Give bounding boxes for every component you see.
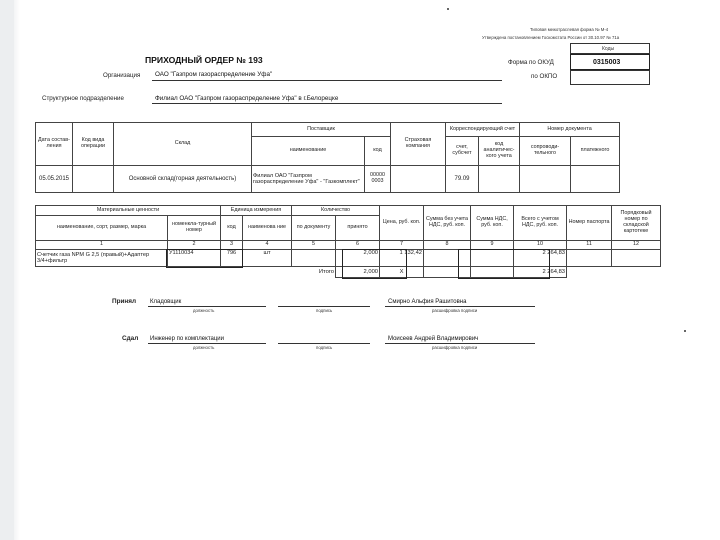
- row-payment: [571, 166, 620, 193]
- organization-underline: [152, 80, 502, 81]
- table-row: [36, 250, 661, 267]
- scan-speck: [447, 8, 449, 10]
- hdr-accepted: принято: [336, 216, 380, 241]
- row-supplier-code: 00000 0003: [365, 166, 391, 193]
- cell-ordinal: [612, 250, 661, 267]
- okud-code-cell: [570, 54, 650, 70]
- hdr-passport: Номер паспорта: [567, 206, 612, 241]
- totals-total: 2 264,83: [514, 267, 567, 278]
- handed-signature-line: [278, 343, 370, 344]
- totals-accepted: 2,000: [336, 267, 380, 278]
- cell-accepted: 2,000: [336, 250, 380, 267]
- cell-nomenclature: У1110034: [168, 250, 221, 267]
- scan-speck: [684, 330, 686, 332]
- accepted-signature-caption: подпись: [316, 308, 333, 313]
- row-warehouse: Основной склад(горная деятельность): [114, 166, 252, 193]
- totals-row: [36, 267, 661, 278]
- hdr-unit: Единица измерения: [221, 206, 292, 216]
- hdr-nomenclature: номенкла-турный номер: [168, 216, 221, 241]
- col-number: 6: [336, 241, 380, 250]
- okud-code-value: 0315003: [593, 59, 621, 66]
- okpo-label: по ОКПО: [531, 73, 558, 80]
- totals-label: Итого: [292, 267, 336, 278]
- col-number: 12: [612, 241, 661, 250]
- accepted-position: Кладовщик: [150, 299, 182, 305]
- hdr-supplier: Поставщик: [252, 123, 391, 137]
- handed-label: Сдал: [122, 335, 139, 342]
- col-number: 7: [380, 241, 424, 250]
- form-note-line1: Типовая межотраслевая форма № М-4: [530, 27, 609, 32]
- okud-label: Форма по ОКУД: [508, 59, 554, 66]
- cell-by-document: [292, 250, 336, 267]
- materials-table: [35, 205, 661, 278]
- top-info-table: [35, 122, 620, 193]
- col-number: 8: [424, 241, 471, 250]
- document-title: ПРИХОДНЫЙ ОРДЕР № 193: [145, 55, 263, 65]
- hdr-supplier-name: наименование: [252, 137, 365, 166]
- cell-name: Счетчик газа NPM G 2,5 (правый)+Адаптер 3/4+фильтр: [36, 250, 168, 267]
- accepted-signature-line: [278, 306, 370, 307]
- totals-vat-sum: [471, 267, 514, 278]
- codes-header: Коды: [602, 46, 615, 52]
- viewer-left-strip: [0, 0, 14, 540]
- hdr-warehouse: Склад: [114, 123, 252, 166]
- row-supplier-name: Филиал ОАО "Газпром газораспределение Уфа" - "Газкомплект": [252, 166, 365, 193]
- cell-passport: [567, 250, 612, 267]
- hdr-corr-account: Корреспондирующий счет: [446, 123, 520, 137]
- cell-vat-sum: [471, 250, 514, 267]
- hdr-unit-name: наименова ние: [243, 216, 292, 241]
- hdr-analytics: код аналитичес-кого учета: [479, 137, 520, 166]
- hdr-doc-number: Номер документа: [520, 123, 620, 137]
- row-insurance: [391, 166, 446, 193]
- handed-position-caption: должность: [193, 345, 215, 350]
- col-number: 10: [514, 241, 567, 250]
- viewer-left-shadow: [14, 0, 20, 540]
- hdr-sum-no-vat: Сумма без учета НДС, руб. коп.: [424, 206, 471, 241]
- accepted-position-caption: должность: [193, 308, 215, 313]
- hdr-supplier-code: код: [365, 137, 391, 166]
- hdr-vat-sum: Сумма НДС, руб. коп.: [471, 206, 514, 241]
- cell-total: 2 264,83: [514, 250, 567, 267]
- hdr-ordinal: Порядковый номер по складской картотеке: [612, 206, 661, 241]
- codes-header-cell: [570, 43, 650, 54]
- handed-position: Инженер по комплектации: [150, 336, 224, 342]
- organization-label: Организация: [103, 72, 141, 79]
- hdr-material-name: наименование, сорт, размер, марка: [36, 216, 168, 241]
- hdr-by-document: по документу: [292, 216, 336, 241]
- handed-name-caption: расшифровка подписи: [432, 345, 478, 350]
- handed-position-line: [148, 343, 266, 344]
- department-value: Филиал ОАО "Газпром газораспределение Уфа" в г.Белорецке: [155, 95, 339, 102]
- cell-price: 1 132,42: [380, 250, 424, 267]
- row-account: 79.09: [446, 166, 479, 193]
- hdr-total-vat: Всего с учетом НДС, руб. коп.: [514, 206, 567, 241]
- col-number: 1: [36, 241, 168, 250]
- hdr-insurance: Страховая компания: [391, 123, 446, 166]
- col-number: 4: [243, 241, 292, 250]
- hdr-accompanying: сопроводи-тельного: [520, 137, 571, 166]
- hdr-material: Материальные ценности: [36, 206, 221, 216]
- hdr-unit-code: код: [221, 216, 243, 241]
- hdr-payment: платежного: [571, 137, 620, 166]
- department-underline: [152, 103, 502, 104]
- col-number: 3: [221, 241, 243, 250]
- handed-signature-caption: подпись: [316, 345, 333, 350]
- row-op-code: [73, 166, 114, 193]
- hdr-quantity: Количество: [292, 206, 380, 216]
- hdr-price: Цена, руб. коп.: [380, 206, 424, 241]
- handed-name: Моисеев Андрей Владимирович: [388, 336, 479, 342]
- hdr-account: счет, субсчет: [446, 137, 479, 166]
- cell-unit-name: шт: [243, 250, 292, 267]
- totals-price: X: [380, 267, 424, 278]
- row-accompanying: [520, 166, 571, 193]
- form-note-line2: Утверждена постановлением Госкомстата России от 30.10.97 № 71а: [482, 35, 620, 40]
- accepted-name-caption: расшифровка подписи: [432, 308, 478, 313]
- row-date: 05.05.2015: [36, 166, 73, 193]
- col-number: 2: [168, 241, 221, 250]
- totals-sum-no-vat: [424, 267, 471, 278]
- col-number: 5: [292, 241, 336, 250]
- col-number: 11: [567, 241, 612, 250]
- accepted-position-line: [148, 306, 266, 307]
- hdr-date: Дата состав-ления: [36, 123, 73, 166]
- col-number: 9: [471, 241, 514, 250]
- accepted-name: Смирно Альфия Рашитовна: [388, 299, 467, 305]
- department-label: Структурное подразделение: [42, 95, 124, 102]
- cell-sum-no-vat: [424, 250, 471, 267]
- okpo-code-cell: [570, 70, 650, 85]
- organization-value: ОАО "Газпром газораспределение Уфа": [155, 71, 273, 78]
- accepted-name-line: [385, 306, 535, 307]
- handed-name-line: [385, 343, 535, 344]
- cell-unit-code: 796: [221, 250, 243, 267]
- row-analytics: [479, 166, 520, 193]
- hdr-op-code: Код вида операции: [73, 123, 114, 166]
- accepted-label: Принял: [112, 298, 137, 305]
